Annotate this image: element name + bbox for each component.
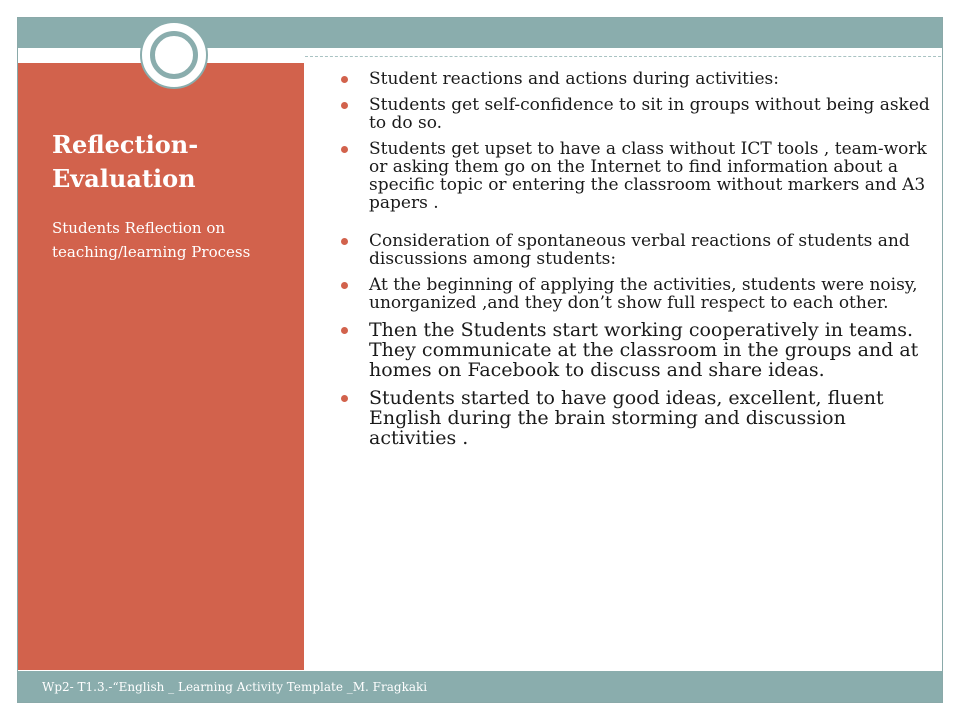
bullet-dot-icon [341, 282, 348, 289]
list-item [330, 388, 930, 448]
list-item-text: Then the Students start working cooperatively in teams. They communicate at the classroom in the groups and at homes on Facebook to discuss and share ideas. [369, 319, 919, 381]
bullet-dot-icon [341, 327, 348, 334]
list-item [330, 140, 930, 212]
circle-ornament-inner-icon [150, 31, 198, 79]
list-item [330, 276, 930, 312]
content-area [330, 70, 930, 456]
list-item [330, 96, 930, 132]
bullet-dot-icon [341, 102, 348, 109]
bullet-dot-icon [341, 395, 348, 402]
bullet-dot-icon [341, 146, 348, 153]
list-item-text: At the beginning of applying the activities, students were noisy, unorganized ,and they don’t show full respect to each other. [369, 275, 918, 313]
bullet-dot-icon [341, 238, 348, 245]
bullet-list [330, 70, 930, 448]
list-item [330, 70, 930, 88]
list-item [330, 320, 930, 380]
list-item-text: Students started to have good ideas, excellent, fluent English during the brain storming and discussion activities . [369, 387, 884, 449]
slide-title [52, 128, 282, 196]
slide-subtitle: Students Reflection on teaching/learning Process [52, 219, 251, 261]
list-item-text: Consideration of spontaneous verbal reactions of students and discussions among students: [369, 231, 910, 269]
list-item-text: Student reactions and actions during activities: [369, 69, 779, 89]
dashed-divider [305, 56, 941, 57]
list-item-text: Students get self-confidence to sit in groups without being asked to do so. [369, 95, 930, 133]
list-item-text: Students get upset to have a class without ICT tools , team-work or asking them go on the Internet to find information about a specific topic or entering the classroom without markers and A3 papers . [369, 139, 927, 213]
bullet-dot-icon [341, 76, 348, 83]
footer-text: Wp2- T1.3.-“English _ Learning Activity Template _M. Fragkaki [42, 680, 428, 694]
slide-title-text: Reflection- Evaluation [52, 130, 199, 193]
list-item [330, 232, 930, 268]
